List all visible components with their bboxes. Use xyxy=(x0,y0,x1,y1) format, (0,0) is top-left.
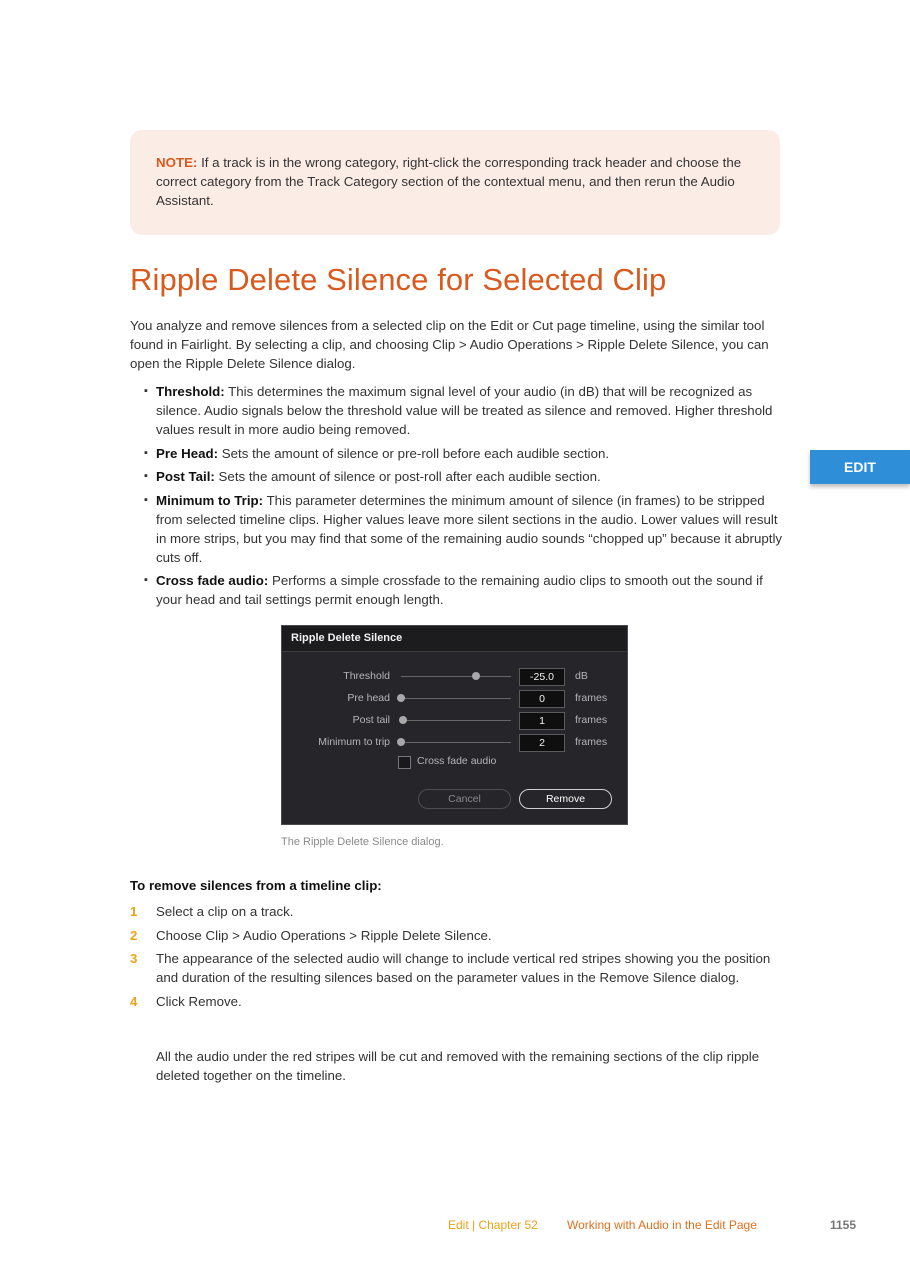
list-item xyxy=(130,902,780,921)
description: Performs a simple crossfade to the remaining audio clips to smooth out the sound if your head and tail settings permit enough length. xyxy=(156,573,763,607)
pre-head-field[interactable]: 0 xyxy=(519,690,565,708)
step-text: Select a clip on a track. xyxy=(156,904,294,919)
post-tail-slider-knob[interactable] xyxy=(399,716,407,724)
pre-head-unit: frames xyxy=(575,692,608,704)
list-item xyxy=(130,992,780,1011)
post-tail-unit: frames xyxy=(575,714,608,726)
footer-chapter-title[interactable]: Working with Audio in the Edit Page xyxy=(567,1218,757,1232)
pre-head-row xyxy=(282,690,627,708)
threshold-field[interactable]: -25.0 xyxy=(519,668,565,686)
step-text: Choose Clip > Audio Operations > Ripple Delete Silence. xyxy=(156,927,492,943)
parameter-list xyxy=(130,382,790,614)
steps-list xyxy=(130,902,780,1015)
step-number: 2 xyxy=(130,927,138,943)
footer-breadcrumb xyxy=(448,1218,538,1232)
edit-side-tab[interactable]: EDIT xyxy=(810,450,910,484)
threshold-unit: dB xyxy=(575,670,588,682)
list-item: ▪ Minimum to Trip: This parameter determines the minimum amount of silence (in frames) to be stripped from selected timeline clips. Higher values leave more silent sections in the audio. Lower values will result in more strips, but you may find that some of the remaining audio sounds “chopped up” because it abruptly cuts off. xyxy=(144,492,783,565)
post-tail-row xyxy=(282,712,627,730)
note-label: NOTE: xyxy=(156,155,198,170)
section-heading: Ripple Delete Silence for Selected Clip xyxy=(130,262,667,297)
footer-section[interactable]: Edit | Chapter 52 xyxy=(448,1218,538,1232)
description: This parameter determines the minimum amount of silence (in frames) to be stripped from selected timeline clips. Higher values leave more silent sections in the audio. Lower values will result in more strips, but you may find that some of the remaining audio sounds “chopped up” because it abruptly cuts off. xyxy=(156,492,783,565)
post-tail-slider-track[interactable] xyxy=(401,720,511,721)
post-tail-label: Post tail xyxy=(352,714,390,726)
post-tail-field[interactable]: 1 xyxy=(519,712,565,730)
list-item: ▪ Post Tail: Sets the amount of silence or post-roll after each audible section. xyxy=(144,469,601,484)
term: Pre Head: xyxy=(156,445,219,461)
step-number: 4 xyxy=(130,993,138,1009)
list-item xyxy=(130,949,780,987)
step-text: Click Remove. xyxy=(156,993,242,1009)
footer-chapter xyxy=(567,1218,757,1232)
steps-heading: To remove silences from a timeline clip: xyxy=(130,878,382,893)
step-number: 1 xyxy=(130,904,138,919)
list-item: ▪ Pre Head: Sets the amount of silence or pre-roll before each audible section. xyxy=(144,445,610,461)
description: Sets the amount of silence or pre-roll before each audible section. xyxy=(218,445,610,461)
result-paragraph: All the audio under the red stripes will be cut and removed with the remaining sections of the clip ripple deleted together on the timeline. xyxy=(156,1049,760,1083)
threshold-label: Threshold xyxy=(343,670,390,682)
list-item: ▪ Threshold: This determines the maximum signal level of your audio (in dB) that will be recognized as silence. Audio signals below the threshold value will be treated as silence and removed. Higher threshold values result in more audio being removed. xyxy=(144,384,773,437)
figure-caption: The Ripple Delete Silence dialog. xyxy=(281,836,444,848)
step-number: 3 xyxy=(130,951,138,966)
ripple-delete-silence-dialog xyxy=(281,625,628,825)
minimum-to-trip-field[interactable]: 2 xyxy=(519,734,565,752)
list-item xyxy=(130,926,780,945)
dialog-title: Ripple Delete Silence xyxy=(282,626,627,652)
minimum-to-trip-unit: frames xyxy=(575,736,608,748)
cross-fade-audio-checkbox[interactable] xyxy=(398,756,411,769)
threshold-row xyxy=(282,668,627,686)
term: Minimum to Trip: xyxy=(156,492,264,508)
pre-head-label: Pre head xyxy=(347,692,390,704)
minimum-to-trip-label: Minimum to trip xyxy=(318,736,390,748)
step-text: The appearance of the selected audio will change to include vertical red stripes showing you the position and duration of the resulting silences based on the parameter values in the Remove Silence dialog. xyxy=(156,951,771,985)
list-item: ▪ Cross fade audio: Performs a simple crossfade to the remaining audio clips to smooth out the sound if your head and tail settings permit enough length. xyxy=(144,573,763,607)
pre-head-slider-track[interactable] xyxy=(401,698,511,699)
minimum-to-trip-slider-knob[interactable] xyxy=(397,738,405,746)
description: Sets the amount of silence or post-roll after each audible section. xyxy=(214,469,601,484)
note-box xyxy=(130,130,780,235)
pre-head-slider-knob[interactable] xyxy=(397,694,405,702)
minimum-to-trip-row xyxy=(282,734,627,752)
term: Cross fade audio: xyxy=(156,573,269,588)
term: Post Tail: xyxy=(156,469,215,484)
cross-fade-audio-label: Cross fade audio xyxy=(417,755,497,767)
remove-button[interactable]: Remove xyxy=(519,789,612,809)
cancel-button[interactable]: Cancel xyxy=(418,789,511,809)
term: Threshold: xyxy=(156,384,225,399)
description: This determines the maximum signal level of your audio (in dB) that will be recognized as silence. Audio signals below the threshold value will be treated as silence and removed. Higher threshold values result in more audio being removed. xyxy=(156,384,773,437)
threshold-slider-track[interactable] xyxy=(401,676,511,677)
note-text: If a track is in the wrong category, right-click the corresponding track header and choose the correct category from the Track Category section of the contextual menu, and then rerun the Audio Assistant. xyxy=(156,155,742,208)
intro-paragraph: You analyze and remove silences from a selected clip on the Edit or Cut page timeline, using the similar tool found in Fairlight. By selecting a clip, and choosing Clip > Audio Operations > Ripple Delete Silence, you can open the Ripple Delete Silence dialog. xyxy=(130,318,769,371)
threshold-slider-knob[interactable] xyxy=(472,672,480,680)
minimum-to-trip-slider-track[interactable] xyxy=(401,742,511,743)
page-number: 1155 xyxy=(830,1218,857,1232)
